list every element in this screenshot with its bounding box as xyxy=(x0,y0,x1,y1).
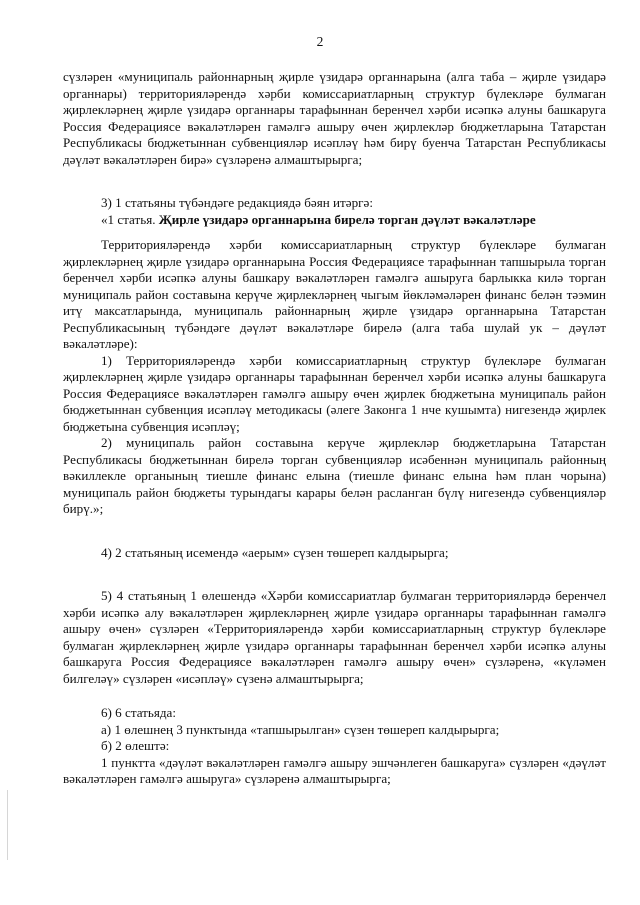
paragraph-item-6b-1: 1 пунктта «дәүләт вәкаләтләрен гамәлгә ашыру эшчәнлеген башкаруга» сүзләрен «дәүләт вәкаләтләрен гамәлгә ашыруга» сүзләренә алмаштырырга; xyxy=(63,754,606,786)
article-heading-title: Җирле үзидарә органнарына бирелә торган дәүләт вәкаләтләре xyxy=(158,211,536,227)
paragraph-subitem-2: 2) муниципаль район составына керүче җирлекләр бюджетларына Татарстан Республикасы бюджетыннан бирелә торган субвенцияләр исәбеннән муниципаль районның вәкиллекле органының тиешле финанс елына (тиешле финанс елына һәм план чорына) муниципаль район бюджеты турындагы карары белән расланган бүлү нигезендә субвенцияләр бирү.»; xyxy=(63,435,606,516)
article-heading xyxy=(63,212,606,229)
paragraph-continuation: сүзләрен «муниципаль районнарның җирле үзидарә органнарына (алга таба – җирле үзидарә органнары) территорияләрендә хәрби комиссариатларның структур бүлекләре булмаган җирлекләрнең җирле үзидарә органнары тарафыннан беренчел хәрби исәпкә алуны башкаруга Россия Федерациясе вәкаләтләрен гамәлгә ашыру өчен җирлекләр бюджетларына Татарстан Республикасы бюджетыннан субвенцияләр исәпләү һәм бирү буенча Татарстан Республикасы дәүләт вәкаләтләрен бирә» сүзләренә алмаштырырга; xyxy=(63,69,606,167)
scan-margin-line xyxy=(7,790,8,860)
paragraph-article-body: Территорияләрендә хәрби комиссариатларның структур бүлекләре булмаган җирлекләрнең җирле үзидарә органнарына Россия Федерациясе тарафыннан тапшырыла торган беренчел хәрби исәпкә алуны башкару вәкаләтләрен гамәлгә ашыруга барлыкка килә торган муниципаль район составына керүче җирлекләрнең чыгым йөкләмәләрен финанс белән тәэмин итү максатларында, муниципаль районнарның җирле үзидарә органнарына Татарстан Республикасының түбәндәге дәүләт вәкаләтләре бирелә (алга таба шулай ук – дәүләт вәкаләтләре): xyxy=(63,237,606,351)
document-body xyxy=(63,69,606,788)
paragraph-item-3: 3) 1 статьяны түбәндәге редакциядә бәян итәргә: xyxy=(101,195,373,210)
paragraph-item-5: 5) 4 статьяның 1 өлешендә «Хәрби комиссариатлар булмаган территорияләрдә беренчел хәрби исәпкә алу вәкаләтләрен җирлекләрнең җирле үзидарә органнары тарафыннан гамәлгә ашыру өчен» сүзләрен «Территорияләрендә хәрби комиссариатларның структур бүлекләре булмаган җирлекләрнең җирле үзидарә органнары тарафыннан беренчел хәрби исәпкә алуны башкаруга Россия Федерациясе вәкаләтләрен гамәлгә ашыру өчен» сүзләренә, «күләмен билгеләү» сүзләрен «исәпләү» сүзенә алмаштырырга; xyxy=(63,588,606,686)
paragraph-item-6b: б) 2 өлештә: xyxy=(101,738,170,753)
article-heading-prefix: «1 статья. xyxy=(101,211,159,227)
paragraph-item-4: 4) 2 статьяның исемендә «аерым» сүзен төшереп калдырырга; xyxy=(101,544,449,560)
paragraph-item-6a: а) 1 өлешнең 3 пунктында «тапшырылган» сүзен төшереп калдырырга; xyxy=(101,721,500,737)
paragraph-subitem-1: 1) Территорияләрендә хәрби комиссариатларның структур бүлекләре булмаган җирлекләрнең җирле үзидарә органнары тарафыннан беренчел хәрби исәпкә алуны башкаруга Россия Федерациясе вәкаләтләрен гамәлгә ашыру өчен җирлек бюджетына муниципаль район бюджетыннан субвенция исәпләү методикасы (әлеге Законга 1 нче кушымта) нигезендә җирлек бюджетына субвенция исәпләү; xyxy=(63,352,606,434)
paragraph-item-6: 6) 6 статьяда: xyxy=(101,705,176,720)
page-number: 2 xyxy=(316,34,324,49)
